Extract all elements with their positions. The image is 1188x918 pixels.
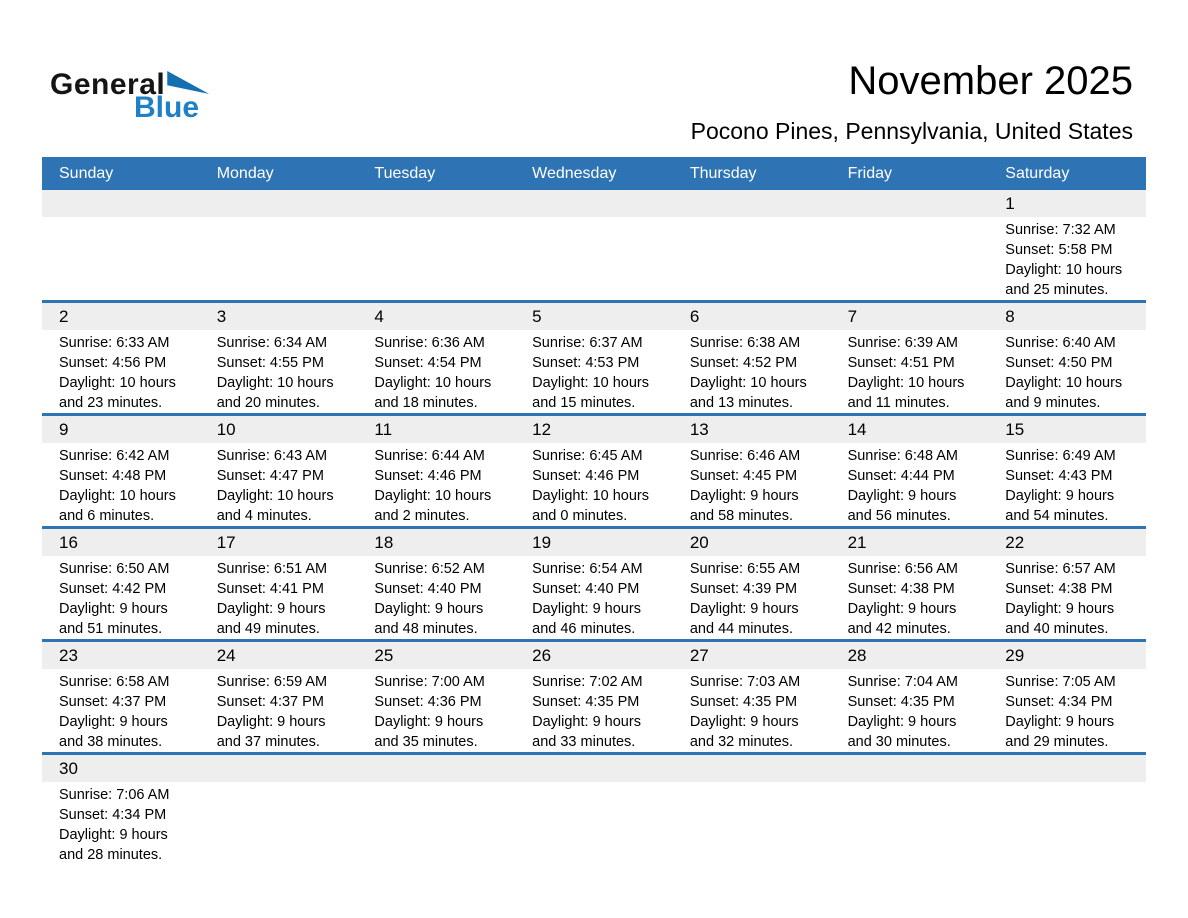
day-detail-line: Sunrise: 6:39 AM (847, 335, 958, 351)
day-detail-line: Sunrise: 6:54 AM (532, 561, 643, 577)
week-row (42, 529, 1146, 642)
day-detail-line: Sunset: 4:48 PM (59, 468, 167, 484)
day-detail-line: Daylight: 9 hours (59, 827, 168, 843)
empty-day-number (831, 190, 989, 217)
day-detail-line: Daylight: 9 hours (59, 601, 168, 617)
day-detail-line: and 38 minutes. (59, 734, 163, 750)
day-detail-line: Sunrise: 6:58 AM (59, 674, 170, 690)
day-detail-line: Sunrise: 6:55 AM (689, 561, 801, 577)
logo-text-blue: Blue (134, 91, 200, 124)
empty-day-number (515, 755, 673, 782)
day-cell (357, 330, 515, 413)
day-detail-line: Sunrise: 6:38 AM (689, 335, 801, 351)
day-detail-line: and 11 minutes. (847, 395, 950, 411)
day-detail-line: Sunrise: 6:49 AM (1005, 448, 1116, 464)
day-detail-line: Sunset: 4:38 PM (847, 581, 955, 597)
day-detail-line: Sunrise: 7:03 AM (689, 674, 801, 690)
day-details-row (42, 782, 1146, 865)
day-detail-line: and 54 minutes. (1005, 508, 1109, 524)
day-detail-line: Daylight: 9 hours (374, 601, 484, 617)
day-detail-line: Sunrise: 6:37 AM (532, 335, 643, 351)
week-row (42, 755, 1146, 865)
day-detail-line: and 2 minutes. (374, 508, 470, 524)
day-number: 1 (1005, 193, 1015, 213)
day-detail-line: Sunrise: 6:48 AM (847, 448, 958, 464)
day-number: 20 (689, 532, 709, 552)
empty-day-number (988, 755, 1146, 782)
day-number: 3 (216, 306, 227, 326)
day-detail-line: and 13 minutes. (689, 395, 794, 411)
day-detail-line: and 9 minutes. (1005, 395, 1101, 411)
day-cell (831, 669, 989, 752)
day-number-strip (42, 416, 1146, 443)
day-detail-line: Sunset: 5:58 PM (1005, 242, 1113, 258)
day-number: 28 (847, 645, 867, 665)
day-detail-line: and 33 minutes. (532, 734, 636, 750)
logo-text-general: General (50, 68, 166, 101)
day-detail-line: Daylight: 9 hours (374, 714, 484, 730)
empty-day-cell (200, 782, 358, 865)
day-detail-line: and 20 minutes. (216, 395, 320, 411)
day-number: 18 (374, 532, 394, 552)
day-cell (988, 556, 1146, 639)
day-cell (42, 443, 200, 526)
empty-day-number (357, 190, 515, 217)
empty-day-cell (42, 217, 200, 300)
day-number-strip (42, 529, 1146, 556)
day-detail-line: Sunset: 4:52 PM (689, 355, 798, 371)
day-detail-line: Sunset: 4:34 PM (59, 807, 167, 823)
day-detail-line: and 58 minutes. (689, 508, 794, 524)
day-detail-line: Sunset: 4:53 PM (532, 355, 640, 371)
day-detail-line: Sunset: 4:46 PM (532, 468, 640, 484)
day-detail-line: Daylight: 9 hours (847, 488, 957, 504)
day-detail-line: Daylight: 10 hours (59, 488, 176, 504)
day-number: 11 (374, 419, 393, 439)
day-number: 13 (689, 419, 709, 439)
day-detail-line: Sunrise: 6:34 AM (216, 335, 328, 351)
day-detail-line: and 18 minutes. (374, 395, 478, 411)
day-detail-line: Sunrise: 6:33 AM (59, 335, 170, 351)
day-detail-line: Sunset: 4:43 PM (1005, 468, 1113, 484)
calendar-weeks (42, 190, 1146, 865)
empty-day-number (200, 755, 358, 782)
day-number: 2 (59, 306, 69, 326)
day-details-row (42, 330, 1146, 413)
empty-day-number (831, 755, 989, 782)
day-detail-line: Sunset: 4:40 PM (532, 581, 640, 597)
day-number: 16 (59, 532, 78, 552)
day-detail-line: Sunrise: 6:40 AM (1005, 335, 1116, 351)
day-number-strip (42, 642, 1146, 669)
day-detail-line: Sunset: 4:35 PM (532, 694, 640, 710)
day-detail-line: Daylight: 9 hours (59, 714, 168, 730)
day-detail-line: Sunset: 4:46 PM (374, 468, 482, 484)
day-detail-line: Daylight: 9 hours (1005, 714, 1115, 730)
empty-day-number (42, 190, 200, 217)
day-number: 15 (1005, 419, 1025, 439)
day-cell (673, 443, 831, 526)
day-detail-line: Sunset: 4:42 PM (59, 581, 167, 597)
day-detail-line: and 40 minutes. (1005, 621, 1109, 637)
weekday-header-monday: Monday (216, 164, 274, 182)
day-detail-line: Sunset: 4:36 PM (374, 694, 482, 710)
day-cell (42, 669, 200, 752)
location-subtitle: Pocono Pines, Pennsylvania, United States (690, 118, 1133, 144)
weekday-header-thursday: Thursday (689, 164, 757, 182)
day-detail-line: and 35 minutes. (374, 734, 478, 750)
day-cell (988, 217, 1146, 300)
day-number: 5 (532, 306, 542, 326)
empty-day-number (357, 755, 515, 782)
day-detail-line: Sunset: 4:56 PM (59, 355, 167, 371)
day-detail-line: and 4 minutes. (216, 508, 312, 524)
day-detail-line: Daylight: 9 hours (847, 714, 957, 730)
day-detail-line: Daylight: 9 hours (689, 714, 799, 730)
day-number: 12 (532, 419, 552, 439)
day-detail-line: Sunset: 4:34 PM (1005, 694, 1113, 710)
day-number: 6 (689, 306, 700, 326)
day-detail-line: and 23 minutes. (59, 395, 163, 411)
empty-day-cell (357, 217, 515, 300)
day-cell (673, 556, 831, 639)
day-number: 22 (1005, 532, 1025, 552)
day-number: 17 (216, 532, 236, 552)
day-cell (200, 443, 358, 526)
weekday-header-tuesday: Tuesday (374, 164, 436, 182)
day-detail-line: Daylight: 10 hours (532, 488, 650, 504)
week-row (42, 190, 1146, 303)
week-row (42, 642, 1146, 755)
day-number: 24 (216, 645, 236, 665)
weekday-header-row (42, 157, 1146, 190)
day-cell (200, 330, 358, 413)
day-number: 25 (374, 645, 394, 665)
empty-day-number (515, 190, 673, 217)
empty-day-cell (988, 782, 1146, 865)
day-number: 9 (59, 419, 69, 439)
weekday-header-friday: Friday (847, 164, 893, 182)
empty-day-cell (200, 217, 358, 300)
day-cell (357, 669, 515, 752)
day-cell (42, 330, 200, 413)
header-titles (691, 58, 1133, 145)
empty-day-number (673, 755, 831, 782)
empty-day-cell (515, 782, 673, 865)
month-title: November 2025 (848, 59, 1133, 103)
day-number: 10 (216, 419, 236, 439)
day-number: 14 (847, 419, 867, 439)
day-detail-line: and 25 minutes. (1005, 282, 1109, 298)
day-detail-line: Sunrise: 6:36 AM (374, 335, 485, 351)
empty-day-cell (831, 782, 989, 865)
day-cell (42, 556, 200, 639)
day-detail-line: and 44 minutes. (689, 621, 794, 637)
day-detail-line: Daylight: 10 hours (216, 488, 334, 504)
day-detail-line: and 6 minutes. (59, 508, 155, 524)
week-row (42, 416, 1146, 529)
day-detail-line: Sunset: 4:37 PM (59, 694, 167, 710)
day-detail-line: and 56 minutes. (847, 508, 951, 524)
day-detail-line: Daylight: 9 hours (216, 714, 326, 730)
day-number: 19 (532, 532, 552, 552)
day-detail-line: Sunrise: 6:50 AM (59, 561, 170, 577)
day-detail-line: Sunset: 4:47 PM (216, 468, 324, 484)
day-cell (988, 669, 1146, 752)
day-detail-line: and 42 minutes. (847, 621, 951, 637)
day-cell (831, 443, 989, 526)
empty-day-cell (831, 217, 989, 300)
day-detail-line: Sunrise: 6:45 AM (532, 448, 643, 464)
day-detail-line: Sunset: 4:55 PM (216, 355, 324, 371)
day-detail-line: and 46 minutes. (532, 621, 636, 637)
day-detail-line: Sunrise: 6:56 AM (847, 561, 958, 577)
day-detail-line: Sunset: 4:40 PM (374, 581, 482, 597)
day-number: 26 (532, 645, 552, 665)
day-detail-line: and 15 minutes. (532, 395, 636, 411)
day-detail-line: Daylight: 10 hours (689, 375, 807, 391)
day-detail-line: Sunrise: 6:43 AM (216, 448, 328, 464)
weekday-header-wednesday: Wednesday (532, 164, 617, 182)
day-details-row (42, 669, 1146, 752)
day-detail-line: Sunrise: 6:59 AM (216, 674, 328, 690)
day-cell (515, 443, 673, 526)
day-detail-line: Sunrise: 6:57 AM (1005, 561, 1116, 577)
day-number: 8 (1005, 306, 1015, 326)
empty-day-cell (673, 782, 831, 865)
day-detail-line: and 0 minutes. (532, 508, 628, 524)
day-detail-line: and 30 minutes. (847, 734, 951, 750)
empty-day-number (200, 190, 358, 217)
day-detail-line: and 32 minutes. (689, 734, 794, 750)
day-detail-line: Daylight: 10 hours (59, 375, 176, 391)
day-detail-line: and 51 minutes. (59, 621, 163, 637)
day-detail-line: Sunrise: 6:42 AM (59, 448, 170, 464)
day-number: 7 (847, 306, 858, 326)
day-detail-line: Daylight: 10 hours (532, 375, 650, 391)
empty-day-cell (515, 217, 673, 300)
day-number: 23 (59, 645, 78, 665)
day-detail-line: Daylight: 9 hours (847, 601, 957, 617)
weekday-header-sunday: Sunday (59, 164, 114, 182)
day-cell (200, 669, 358, 752)
day-detail-line: Sunset: 4:37 PM (216, 694, 324, 710)
day-detail-line: and 48 minutes. (374, 621, 478, 637)
day-cell (831, 330, 989, 413)
day-detail-line: Daylight: 9 hours (532, 714, 641, 730)
day-cell (357, 556, 515, 639)
day-detail-line: Sunrise: 7:02 AM (532, 674, 643, 690)
day-detail-line: Sunset: 4:50 PM (1005, 355, 1113, 371)
day-cell (988, 443, 1146, 526)
day-cell (673, 669, 831, 752)
day-cell (515, 330, 673, 413)
day-detail-line: Daylight: 9 hours (532, 601, 641, 617)
day-detail-line: Sunrise: 6:51 AM (216, 561, 328, 577)
day-detail-line: Sunrise: 6:52 AM (374, 561, 485, 577)
weekday-header-saturday: Saturday (1005, 164, 1070, 182)
day-detail-line: Daylight: 10 hours (374, 488, 492, 504)
day-detail-line: and 49 minutes. (216, 621, 320, 637)
day-number: 4 (374, 306, 384, 326)
day-details-row (42, 217, 1146, 300)
day-cell (515, 556, 673, 639)
day-detail-line: and 28 minutes. (59, 847, 163, 863)
day-detail-line: Daylight: 10 hours (847, 375, 965, 391)
day-number-strip (42, 755, 1146, 782)
day-cell (200, 556, 358, 639)
day-detail-line: Daylight: 9 hours (1005, 601, 1115, 617)
day-detail-line: Sunrise: 7:32 AM (1005, 222, 1116, 238)
day-detail-line: Sunrise: 7:05 AM (1005, 674, 1116, 690)
day-detail-line: Daylight: 10 hours (374, 375, 492, 391)
day-detail-line: Daylight: 9 hours (1005, 488, 1115, 504)
day-number: 27 (689, 645, 709, 665)
day-detail-line: Sunset: 4:39 PM (689, 581, 798, 597)
day-detail-line: Daylight: 10 hours (1005, 262, 1123, 278)
day-detail-line: Daylight: 9 hours (689, 601, 799, 617)
day-detail-line: Daylight: 9 hours (689, 488, 799, 504)
day-detail-line: Daylight: 10 hours (216, 375, 334, 391)
day-cell (831, 556, 989, 639)
week-row (42, 303, 1146, 416)
day-detail-line: Sunset: 4:41 PM (216, 581, 324, 597)
day-detail-line: Daylight: 9 hours (216, 601, 326, 617)
day-detail-line: and 29 minutes. (1005, 734, 1109, 750)
day-detail-line: Daylight: 10 hours (1005, 375, 1123, 391)
day-detail-line: Sunrise: 6:44 AM (374, 448, 485, 464)
day-detail-line: Sunrise: 6:46 AM (689, 448, 801, 464)
day-cell (357, 443, 515, 526)
day-detail-line: Sunset: 4:38 PM (1005, 581, 1113, 597)
day-detail-line: Sunrise: 7:04 AM (847, 674, 958, 690)
day-number: 29 (1005, 645, 1025, 665)
day-number-strip (42, 190, 1146, 217)
day-cell (515, 669, 673, 752)
day-detail-line: and 37 minutes. (216, 734, 320, 750)
day-cell (42, 782, 200, 865)
empty-day-number (673, 190, 831, 217)
day-detail-line: Sunset: 4:44 PM (847, 468, 955, 484)
day-details-row (42, 556, 1146, 639)
day-cell (673, 330, 831, 413)
day-detail-line: Sunrise: 7:00 AM (374, 674, 485, 690)
empty-day-cell (673, 217, 831, 300)
day-detail-line: Sunset: 4:35 PM (847, 694, 955, 710)
day-cell (988, 330, 1146, 413)
calendar-table (42, 157, 1146, 865)
day-detail-line: Sunset: 4:35 PM (689, 694, 798, 710)
day-number: 21 (847, 532, 867, 552)
empty-day-cell (357, 782, 515, 865)
day-details-row (42, 443, 1146, 526)
general-blue-logo (50, 70, 250, 123)
day-number-strip (42, 303, 1146, 330)
day-detail-line: Sunset: 4:45 PM (689, 468, 798, 484)
day-detail-line: Sunrise: 7:06 AM (59, 787, 170, 803)
day-detail-line: Sunset: 4:54 PM (374, 355, 482, 371)
day-number: 30 (59, 758, 78, 778)
day-detail-line: Sunset: 4:51 PM (847, 355, 955, 371)
